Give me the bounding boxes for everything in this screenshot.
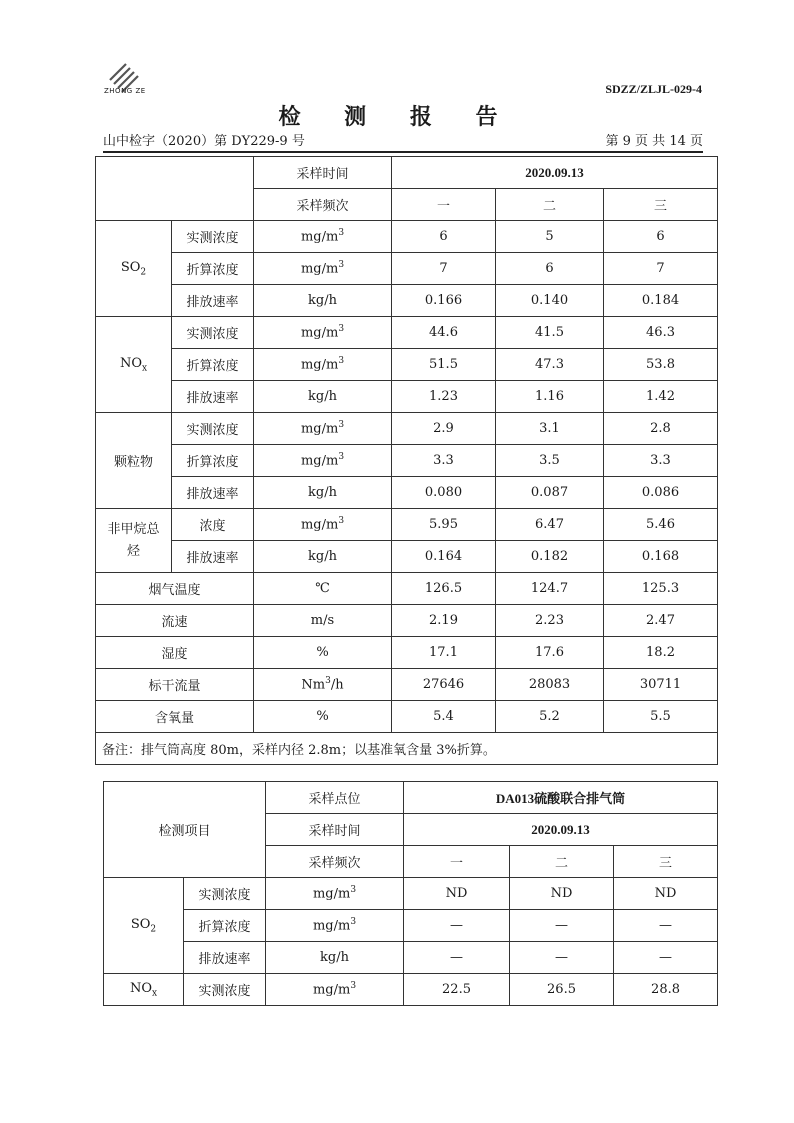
unit-cell: kg/h bbox=[254, 285, 392, 317]
value-cell: — bbox=[510, 910, 614, 942]
table-row bbox=[96, 605, 718, 637]
table-row bbox=[96, 541, 718, 573]
unit-cell: kg/h bbox=[254, 541, 392, 573]
unit-cell: kg/h bbox=[266, 942, 404, 974]
value-cell: 22.5 bbox=[404, 974, 510, 1006]
value-cell: 46.3 bbox=[604, 317, 718, 349]
table-row bbox=[96, 413, 718, 445]
value-cell: ND bbox=[614, 878, 718, 910]
value-cell: 2.8 bbox=[604, 413, 718, 445]
value-cell: 3.3 bbox=[392, 445, 496, 477]
freq-header: 一 bbox=[392, 189, 496, 221]
value-cell: 27646 bbox=[392, 669, 496, 701]
item-name: 折算浓度 bbox=[172, 445, 254, 477]
value-cell: — bbox=[404, 942, 510, 974]
value-cell: 41.5 bbox=[496, 317, 604, 349]
item-name: 实测浓度 bbox=[172, 413, 254, 445]
value-cell: 3.3 bbox=[604, 445, 718, 477]
sample-freq-label: 采样频次 bbox=[266, 846, 404, 878]
freq-header: 一 bbox=[404, 846, 510, 878]
value-cell: — bbox=[404, 910, 510, 942]
report-subline bbox=[103, 130, 703, 153]
pollutant-name: 非甲烷总烃 bbox=[96, 509, 172, 573]
item-name: 排放速率 bbox=[172, 381, 254, 413]
unit-cell: $mg/m^3$ bbox=[254, 509, 392, 541]
remarks-note: 备注：排气筒高度 80m，采样内径 2.8m；以基准氧含量 3%折算。 bbox=[96, 733, 718, 765]
pollutant-name: $SO_2$ bbox=[96, 221, 172, 317]
value-cell: 5.95 bbox=[392, 509, 496, 541]
item-name: 实测浓度 bbox=[184, 878, 266, 910]
value-cell: 2.23 bbox=[496, 605, 604, 637]
item-name: 流速 bbox=[96, 605, 254, 637]
value-cell: 7 bbox=[392, 253, 496, 285]
item-name: 排放速率 bbox=[172, 541, 254, 573]
value-cell: ND bbox=[404, 878, 510, 910]
blank-corner bbox=[96, 157, 254, 221]
value-cell: 6 bbox=[496, 253, 604, 285]
freq-header: 三 bbox=[614, 846, 718, 878]
pollutant-name: 颗粒物 bbox=[96, 413, 172, 509]
table-row bbox=[96, 221, 718, 253]
page-info: 第 9 页 共 14 页 bbox=[605, 134, 703, 149]
unit-cell: kg/h bbox=[254, 381, 392, 413]
table-row bbox=[96, 349, 718, 381]
table-row bbox=[96, 701, 718, 733]
item-name: 折算浓度 bbox=[184, 910, 266, 942]
item-name: 实测浓度 bbox=[184, 974, 266, 1006]
value-cell: 5 bbox=[496, 221, 604, 253]
value-cell: — bbox=[614, 910, 718, 942]
sample-time-value: 2020.09.13 bbox=[392, 157, 718, 189]
item-name: 排放速率 bbox=[172, 477, 254, 509]
freq-header: 三 bbox=[604, 189, 718, 221]
value-cell: 18.2 bbox=[604, 637, 718, 669]
table-row bbox=[96, 509, 718, 541]
pollutant-name: $NO_x$ bbox=[104, 974, 184, 1006]
value-cell: 126.5 bbox=[392, 573, 496, 605]
value-cell: 0.140 bbox=[496, 285, 604, 317]
unit-cell: ℃ bbox=[254, 573, 392, 605]
value-cell: 2.47 bbox=[604, 605, 718, 637]
unit-cell: $mg/m^3$ bbox=[266, 878, 404, 910]
table-row bbox=[104, 974, 718, 1006]
table-row bbox=[96, 445, 718, 477]
table-row bbox=[104, 878, 718, 910]
value-cell: 0.087 bbox=[496, 477, 604, 509]
table-row bbox=[96, 253, 718, 285]
value-cell: ND bbox=[510, 878, 614, 910]
document-code: SDZZ/ZLJL-029-4 bbox=[605, 82, 702, 96]
freq-header: 二 bbox=[510, 846, 614, 878]
value-cell: 1.42 bbox=[604, 381, 718, 413]
table-row bbox=[96, 317, 718, 349]
sample-freq-label: 采样频次 bbox=[254, 189, 392, 221]
value-cell: 125.3 bbox=[604, 573, 718, 605]
value-cell: 6 bbox=[392, 221, 496, 253]
unit-cell: $mg/m^3$ bbox=[254, 253, 392, 285]
sample-point-label: 采样点位 bbox=[266, 782, 404, 814]
unit-cell: kg/h bbox=[254, 477, 392, 509]
unit-cell: % bbox=[254, 701, 392, 733]
sample-point-value: DA013硫酸联合排气筒 bbox=[404, 782, 718, 814]
value-cell: 1.16 bbox=[496, 381, 604, 413]
sample-time-label: 采样时间 bbox=[254, 157, 392, 189]
unit-cell: $mg/m^3$ bbox=[254, 445, 392, 477]
value-cell: 7 bbox=[604, 253, 718, 285]
unit-cell: $mg/m^3$ bbox=[254, 413, 392, 445]
item-name: 湿度 bbox=[96, 637, 254, 669]
value-cell: 0.164 bbox=[392, 541, 496, 573]
unit-cell: $mg/m^3$ bbox=[266, 910, 404, 942]
item-name: 排放速率 bbox=[172, 285, 254, 317]
freq-header: 二 bbox=[496, 189, 604, 221]
sample-time-value: 2020.09.13 bbox=[404, 814, 718, 846]
value-cell: 28083 bbox=[496, 669, 604, 701]
item-name: 标干流量 bbox=[96, 669, 254, 701]
sample-time-label: 采样时间 bbox=[266, 814, 404, 846]
unit-cell: % bbox=[254, 637, 392, 669]
value-cell: 0.086 bbox=[604, 477, 718, 509]
unit-cell: $mg/m^3$ bbox=[266, 974, 404, 1006]
item-name: 实测浓度 bbox=[172, 221, 254, 253]
value-cell: 44.6 bbox=[392, 317, 496, 349]
value-cell: 6 bbox=[604, 221, 718, 253]
value-cell: 5.4 bbox=[392, 701, 496, 733]
value-cell: 6.47 bbox=[496, 509, 604, 541]
value-cell: 17.6 bbox=[496, 637, 604, 669]
unit-cell: Nm$^3$/h bbox=[254, 669, 392, 701]
table-row bbox=[96, 381, 718, 413]
unit-cell: $mg/m^3$ bbox=[254, 221, 392, 253]
item-name: 含氧量 bbox=[96, 701, 254, 733]
value-cell: 53.8 bbox=[604, 349, 718, 381]
value-cell: — bbox=[510, 942, 614, 974]
value-cell: 2.19 bbox=[392, 605, 496, 637]
value-cell: 0.168 bbox=[604, 541, 718, 573]
table-row bbox=[96, 573, 718, 605]
item-name: 折算浓度 bbox=[172, 253, 254, 285]
table-row bbox=[104, 910, 718, 942]
table-row bbox=[96, 477, 718, 509]
table-row bbox=[96, 285, 718, 317]
unit-cell: $mg/m^3$ bbox=[254, 349, 392, 381]
value-cell: 2.9 bbox=[392, 413, 496, 445]
value-cell: 5.46 bbox=[604, 509, 718, 541]
value-cell: 5.5 bbox=[604, 701, 718, 733]
table-row bbox=[96, 669, 718, 701]
value-cell: — bbox=[614, 942, 718, 974]
report-number: 山中检字（2020）第 DY229-9 号 bbox=[103, 134, 305, 149]
value-cell: 0.184 bbox=[604, 285, 718, 317]
value-cell: 47.3 bbox=[496, 349, 604, 381]
unit-cell: m/s bbox=[254, 605, 392, 637]
project-label: 检测项目 bbox=[104, 782, 266, 878]
table-row bbox=[104, 942, 718, 974]
item-name: 烟气温度 bbox=[96, 573, 254, 605]
value-cell: 3.5 bbox=[496, 445, 604, 477]
value-cell: 30711 bbox=[604, 669, 718, 701]
value-cell: 124.7 bbox=[496, 573, 604, 605]
value-cell: 51.5 bbox=[392, 349, 496, 381]
emission-table-2 bbox=[103, 781, 718, 1006]
value-cell: 5.2 bbox=[496, 701, 604, 733]
pollutant-name: $SO_2$ bbox=[104, 878, 184, 974]
value-cell: 0.166 bbox=[392, 285, 496, 317]
table-row bbox=[96, 637, 718, 669]
item-name: 浓度 bbox=[172, 509, 254, 541]
value-cell: 3.1 bbox=[496, 413, 604, 445]
item-name: 排放速率 bbox=[184, 942, 266, 974]
value-cell: 0.182 bbox=[496, 541, 604, 573]
unit-cell: $mg/m^3$ bbox=[254, 317, 392, 349]
value-cell: 17.1 bbox=[392, 637, 496, 669]
value-cell: 28.8 bbox=[614, 974, 718, 1006]
value-cell: 26.5 bbox=[510, 974, 614, 1006]
value-cell: 0.080 bbox=[392, 477, 496, 509]
item-name: 折算浓度 bbox=[172, 349, 254, 381]
report-title: 检 测 报 告 bbox=[278, 104, 516, 130]
pollutant-name: $NO_x$ bbox=[96, 317, 172, 413]
emission-table-1 bbox=[95, 156, 718, 765]
item-name: 实测浓度 bbox=[172, 317, 254, 349]
value-cell: 1.23 bbox=[392, 381, 496, 413]
logo-text: ZHONG ZE bbox=[104, 87, 146, 95]
